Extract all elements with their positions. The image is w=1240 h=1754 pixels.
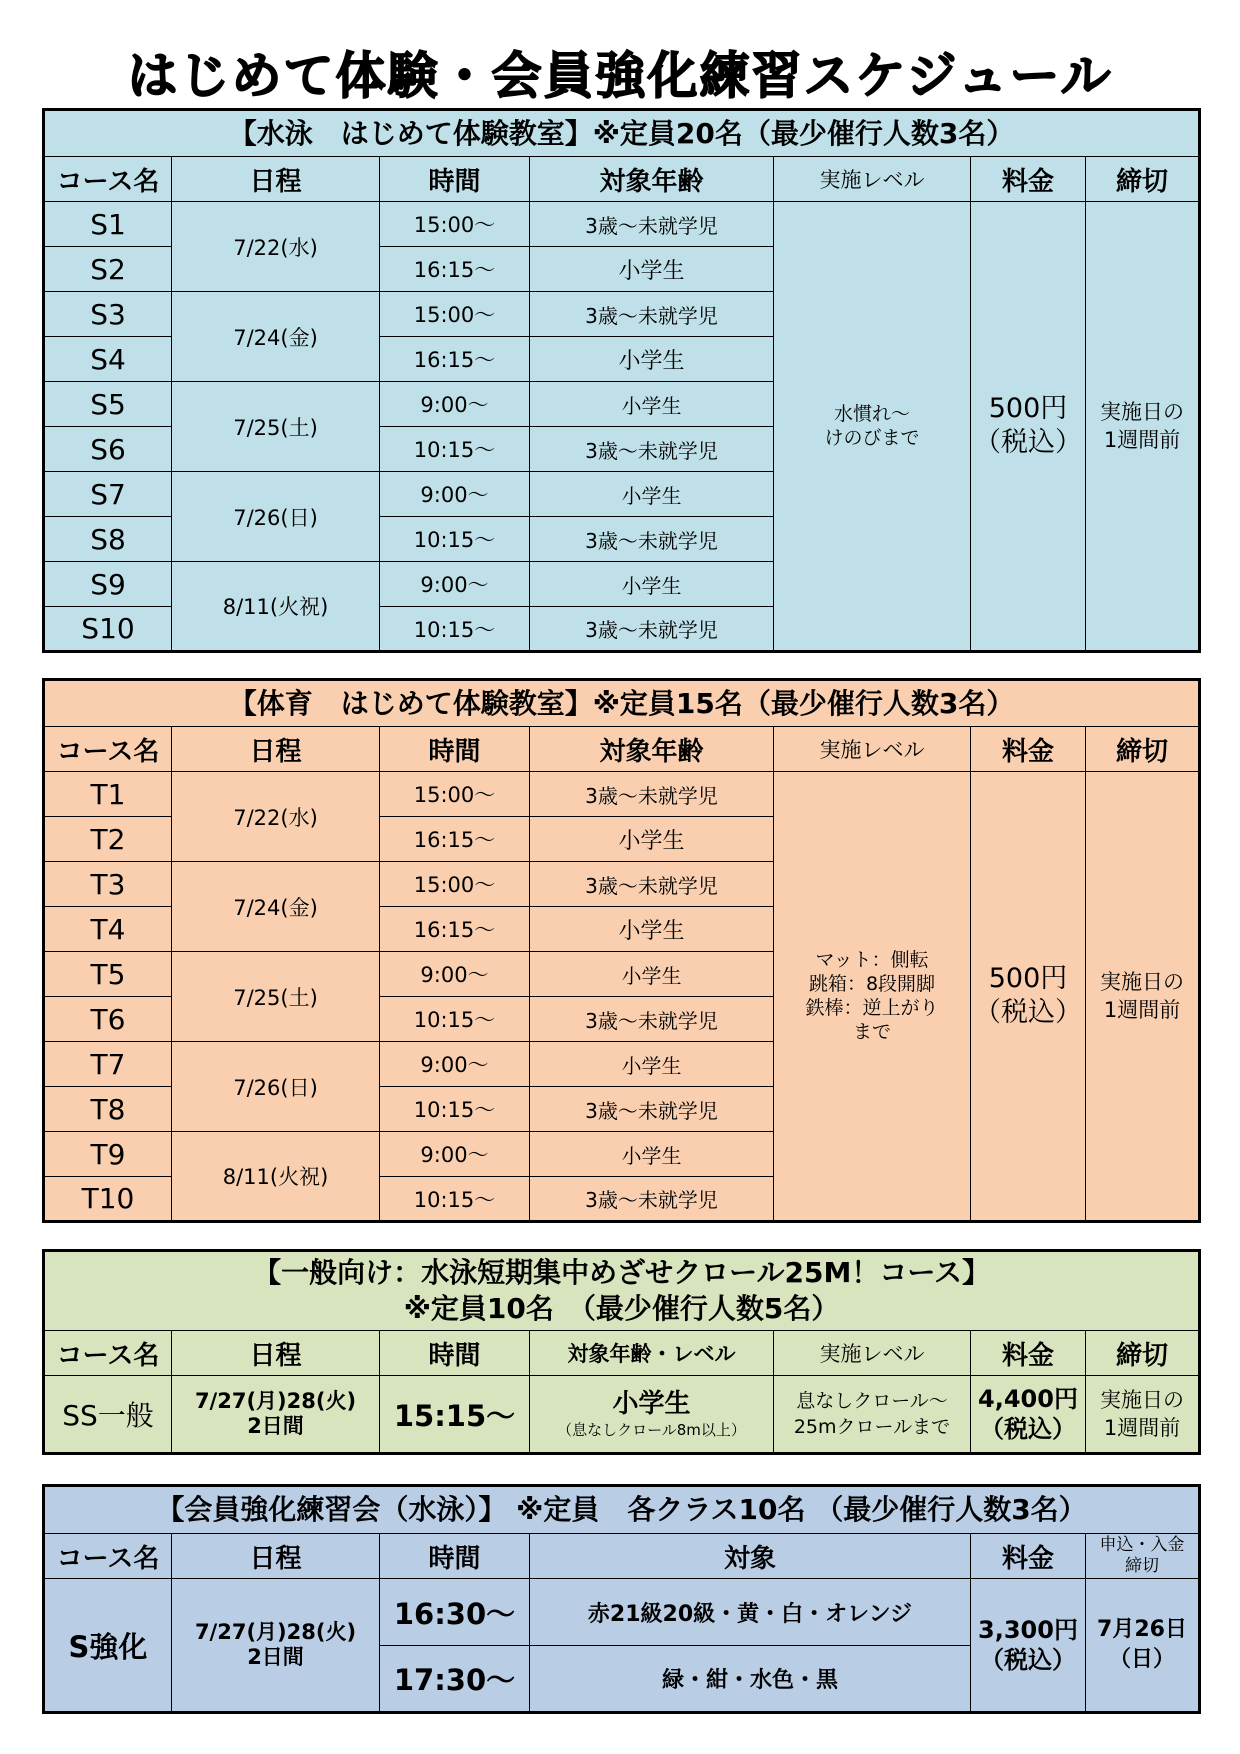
gym-level bbox=[774, 772, 971, 1222]
course-age: 3歳〜未就学児 bbox=[530, 427, 774, 472]
member-deadline bbox=[1086, 1579, 1200, 1713]
course-date: 7/24(金) bbox=[172, 862, 380, 952]
gym-deadline bbox=[1086, 772, 1200, 1222]
date-line: 2日間 bbox=[247, 1645, 304, 1669]
course-code: T2 bbox=[44, 817, 172, 862]
course-age: 3歳〜未就学児 bbox=[530, 862, 774, 907]
fee-amount: 500円 bbox=[988, 963, 1068, 994]
header-age: 対象年齢 bbox=[530, 157, 774, 202]
course-code: S2 bbox=[44, 247, 172, 292]
member-table-title: 【会員強化練習会（水泳）】 ※定員 各クラス10名 （最少催行人数3名） bbox=[44, 1486, 1200, 1534]
fee-amount: 4,400円 bbox=[978, 1385, 1078, 1413]
course-time: 9:00〜 bbox=[380, 472, 530, 517]
course-code: S5 bbox=[44, 382, 172, 427]
fee-amount: 3,300円 bbox=[978, 1616, 1078, 1644]
course-time: 16:15〜 bbox=[380, 907, 530, 952]
course-time: 9:00〜 bbox=[380, 1132, 530, 1177]
course-date: 7/22(水) bbox=[172, 772, 380, 862]
course-age: 小学生 bbox=[530, 1132, 774, 1177]
course-code: S8 bbox=[44, 517, 172, 562]
course-date: 8/11(火祝) bbox=[172, 1132, 380, 1222]
slot-target: 赤21級20級・黄・白・オレンジ bbox=[530, 1579, 971, 1646]
course-date: 7/22(水) bbox=[172, 202, 380, 292]
course-age: 小学生 bbox=[530, 472, 774, 517]
course-time: 10:15〜 bbox=[380, 607, 530, 652]
course-age: 小学生 bbox=[530, 337, 774, 382]
course-age: 3歳〜未就学児 bbox=[530, 1177, 774, 1222]
header-deadline: 締切 bbox=[1086, 727, 1200, 772]
course-age: 3歳〜未就学児 bbox=[530, 1087, 774, 1132]
course-code: T8 bbox=[44, 1087, 172, 1132]
header-deadline: 締切 bbox=[1086, 1331, 1200, 1376]
level-line: けのびまで bbox=[824, 427, 920, 449]
course-date: 8/11(火祝) bbox=[172, 562, 380, 652]
course-time: 15:00〜 bbox=[380, 202, 530, 247]
header-time: 時間 bbox=[380, 1331, 530, 1376]
swim-level bbox=[774, 202, 971, 652]
course-age: 小学生 bbox=[530, 562, 774, 607]
header-level: 実施レベル bbox=[774, 1331, 971, 1376]
deadline-line: 実施日の bbox=[1100, 970, 1185, 994]
course-time: 9:00〜 bbox=[380, 382, 530, 427]
course-code: T10 bbox=[44, 1177, 172, 1222]
slot-time: 16:30〜 bbox=[380, 1579, 530, 1646]
course-code: T9 bbox=[44, 1132, 172, 1177]
course-date: 7/24(金) bbox=[172, 292, 380, 382]
course-code: S1 bbox=[44, 202, 172, 247]
header-time: 時間 bbox=[380, 157, 530, 202]
course-time: 16:15〜 bbox=[380, 247, 530, 292]
swim-deadline bbox=[1086, 202, 1200, 652]
swim-fee bbox=[971, 202, 1086, 652]
course-age: 3歳〜未就学児 bbox=[530, 517, 774, 562]
course-code: S9 bbox=[44, 562, 172, 607]
fee-tax-note: （税込） bbox=[980, 1646, 1076, 1674]
header-deadline: 締切 bbox=[1086, 157, 1200, 202]
level-line: まで bbox=[852, 1021, 891, 1043]
course-age: 3歳〜未就学児 bbox=[530, 772, 774, 817]
course-age: 小学生 bbox=[530, 907, 774, 952]
level-line: 鉄棒：逆上がり bbox=[805, 997, 939, 1019]
date-line: 7/27(月)28(火) bbox=[194, 1389, 357, 1413]
level-line: 息なしクロール〜 bbox=[796, 1390, 948, 1412]
header-deadline-line: 申込・入金 bbox=[1099, 1535, 1185, 1555]
age-main: 小学生 bbox=[612, 1389, 691, 1419]
date-line: 2日間 bbox=[247, 1414, 304, 1438]
fee-amount: 500円 bbox=[988, 393, 1068, 424]
course-date bbox=[172, 1579, 380, 1713]
course-code: T5 bbox=[44, 952, 172, 997]
header-level: 実施レベル bbox=[774, 157, 971, 202]
deadline-line: 実施日の bbox=[1100, 400, 1185, 424]
course-code: T3 bbox=[44, 862, 172, 907]
level-line: 水慣れ〜 bbox=[833, 403, 910, 425]
gym-table-title: 【体育 はじめて体験教室】※定員15名（最少催行人数3名） bbox=[44, 680, 1200, 727]
deadline-line: 1週間前 bbox=[1103, 1416, 1181, 1440]
general-table-title bbox=[44, 1251, 1200, 1331]
header-deadline-line: 締切 bbox=[1125, 1556, 1160, 1576]
general-title-line: ※定員10名 （最少催行人数5名） bbox=[403, 1292, 840, 1325]
header-fee: 料金 bbox=[971, 157, 1086, 202]
date-line: 7/27(月)28(火) bbox=[194, 1620, 357, 1644]
slot-time: 17:30〜 bbox=[380, 1646, 530, 1713]
course-age: 3歳〜未就学児 bbox=[530, 607, 774, 652]
course-age: 小学生 bbox=[530, 1042, 774, 1087]
course-code: SS一般 bbox=[44, 1376, 172, 1454]
deadline-line: 1週間前 bbox=[1103, 998, 1181, 1022]
level-line: 跳箱：8段開脚 bbox=[808, 973, 936, 995]
course-time: 15:15〜 bbox=[380, 1376, 530, 1454]
header-level: 実施レベル bbox=[774, 727, 971, 772]
member-training-table bbox=[42, 1484, 1201, 1714]
gym-fee bbox=[971, 772, 1086, 1222]
course-date bbox=[172, 1376, 380, 1454]
page-title: はじめて体験・会員強化練習スケジュール bbox=[127, 47, 1113, 105]
course-age-level bbox=[530, 1376, 774, 1454]
course-time: 16:15〜 bbox=[380, 817, 530, 862]
header-course-name: コース名 bbox=[44, 1331, 172, 1376]
swim-table-title: 【水泳 はじめて体験教室】※定員20名（最少催行人数3名） bbox=[44, 110, 1200, 157]
course-code: S10 bbox=[44, 607, 172, 652]
deadline-line: 実施日の bbox=[1100, 1388, 1185, 1412]
course-code: T1 bbox=[44, 772, 172, 817]
course-age: 小学生 bbox=[530, 382, 774, 427]
level-line: マット：側転 bbox=[815, 949, 929, 971]
course-code: S4 bbox=[44, 337, 172, 382]
course-time: 10:15〜 bbox=[380, 517, 530, 562]
course-age: 3歳〜未就学児 bbox=[530, 997, 774, 1042]
course-date: 7/26(日) bbox=[172, 1042, 380, 1132]
course-time: 9:00〜 bbox=[380, 562, 530, 607]
header-date: 日程 bbox=[172, 727, 380, 772]
course-date: 7/26(日) bbox=[172, 472, 380, 562]
course-age: 小学生 bbox=[530, 247, 774, 292]
course-date: 7/25(土) bbox=[172, 952, 380, 1042]
course-time: 16:15〜 bbox=[380, 337, 530, 382]
course-code: T7 bbox=[44, 1042, 172, 1087]
header-date: 日程 bbox=[172, 1331, 380, 1376]
header-application-deadline bbox=[1086, 1534, 1200, 1579]
course-code: S7 bbox=[44, 472, 172, 517]
header-course-name: コース名 bbox=[44, 727, 172, 772]
member-fee bbox=[971, 1579, 1086, 1713]
general-level bbox=[774, 1376, 971, 1454]
level-line: 25mクロールまで bbox=[793, 1416, 951, 1438]
age-note: （息なしクロール8m以上） bbox=[557, 1421, 746, 1439]
general-fee bbox=[971, 1376, 1086, 1454]
course-date: 7/25(土) bbox=[172, 382, 380, 472]
header-target: 対象 bbox=[530, 1534, 971, 1579]
course-time: 15:00〜 bbox=[380, 772, 530, 817]
header-course-name: コース名 bbox=[44, 1534, 172, 1579]
course-age: 3歳〜未就学児 bbox=[530, 292, 774, 337]
course-code: T4 bbox=[44, 907, 172, 952]
header-age: 対象年齢 bbox=[530, 727, 774, 772]
course-time: 10:15〜 bbox=[380, 427, 530, 472]
deadline-line: （日） bbox=[1109, 1647, 1176, 1672]
course-code: S3 bbox=[44, 292, 172, 337]
header-fee: 料金 bbox=[971, 727, 1086, 772]
general-title-line: 【一般向け：水泳短期集中めざせクロール25M！コース】 bbox=[253, 1256, 990, 1289]
course-code: T6 bbox=[44, 997, 172, 1042]
gym-trial-table bbox=[42, 678, 1201, 1223]
fee-tax-note: （税込） bbox=[974, 427, 1082, 458]
deadline-line: 1週間前 bbox=[1103, 428, 1181, 452]
course-age: 小学生 bbox=[530, 817, 774, 862]
header-course-name: コース名 bbox=[44, 157, 172, 202]
course-code: S6 bbox=[44, 427, 172, 472]
header-date: 日程 bbox=[172, 1534, 380, 1579]
fee-tax-note: （税込） bbox=[974, 997, 1082, 1028]
fee-tax-note: （税込） bbox=[980, 1415, 1076, 1443]
header-age-level: 対象年齢・レベル bbox=[530, 1331, 774, 1376]
course-age: 小学生 bbox=[530, 952, 774, 997]
course-time: 9:00〜 bbox=[380, 1042, 530, 1087]
deadline-line: 7月26日 bbox=[1097, 1617, 1187, 1642]
course-time: 9:00〜 bbox=[380, 952, 530, 997]
course-time: 10:15〜 bbox=[380, 1087, 530, 1132]
course-time: 15:00〜 bbox=[380, 862, 530, 907]
header-fee: 料金 bbox=[971, 1331, 1086, 1376]
course-age: 3歳〜未就学児 bbox=[530, 202, 774, 247]
course-time: 15:00〜 bbox=[380, 292, 530, 337]
header-date: 日程 bbox=[172, 157, 380, 202]
course-time: 10:15〜 bbox=[380, 997, 530, 1042]
course-code: S強化 bbox=[44, 1579, 172, 1713]
header-time: 時間 bbox=[380, 727, 530, 772]
course-time: 10:15〜 bbox=[380, 1177, 530, 1222]
general-course-table bbox=[42, 1249, 1201, 1455]
swim-trial-table bbox=[42, 108, 1201, 653]
slot-target: 緑・紺・水色・黒 bbox=[530, 1646, 971, 1713]
header-time: 時間 bbox=[380, 1534, 530, 1579]
general-deadline bbox=[1086, 1376, 1200, 1454]
header-fee: 料金 bbox=[971, 1534, 1086, 1579]
